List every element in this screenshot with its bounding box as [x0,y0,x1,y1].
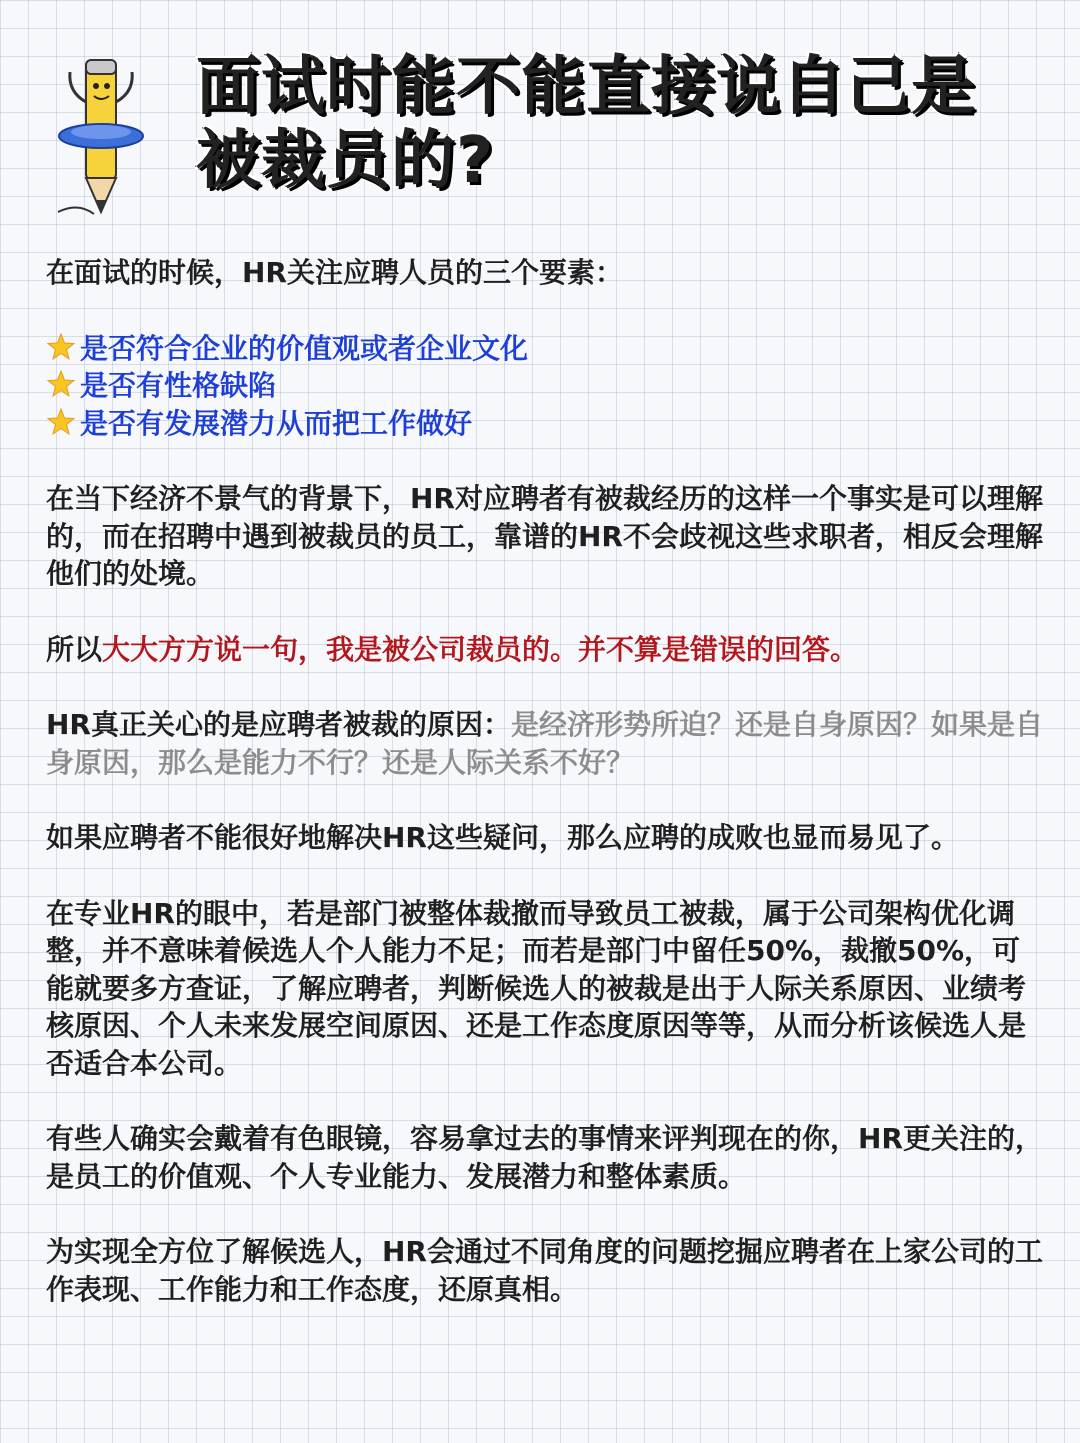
bullet-text: 是否符合企业的价值观或者企业文化 [80,331,529,365]
title-line-1: 面试时能不能直接说自己是 [196,50,976,124]
paragraph-3-faded: 是经济形势所迫？还是自身原因？如果是自身原因，那么是能力不行？还是人际关系不好？ [46,708,1044,779]
paragraph-2 [46,631,1046,669]
list-item [46,405,1046,443]
intro-text: 在面试的时候，HR关注应聘人员的三个要素： [46,256,623,289]
paragraph-7: 为实现全方位了解候选人，HR会通过不同角度的问题挖掘应聘者在上家公司的工作表现、工作能力和工作态度，还原真相。 [46,1235,1043,1306]
paragraph-2-highlight: 大大方方说一句，我是被公司裁员的。并不算是错误的回答。 [102,632,859,666]
star-icon [46,369,76,399]
star-icon [46,332,76,362]
bullet-text: 是否有发展潜力从而把工作做好 [80,406,473,440]
paragraph-3-main: HR真正关心的是应聘者被裁的原因： [46,708,511,741]
pencil-mascot-icon [48,52,158,222]
paragraph-1: 在当下经济不景气的背景下，HR对应聘者有被裁经历的这样一个事实是可以理解的，而在招聘中遇到被裁员的员工，靠谱的HR不会歧视这些求职者，相反会理解他们的处境。 [46,482,1043,590]
list-item [46,330,1046,368]
paragraph-6: 有些人确实会戴着有色眼镜，容易拿过去的事情来评判现在的你，HR更关注的，是员工的价值观、个人专业能力、发展潜力和整体素质。 [46,1122,1043,1193]
bullet-text: 是否有性格缺陷 [80,369,277,402]
bullet-list [46,330,1046,443]
paragraph-3 [46,706,1046,781]
title-line-2: 被裁员的? [196,124,495,198]
list-item [46,367,1046,405]
star-icon [46,407,76,437]
page-title [196,50,1056,198]
article-body [46,254,1046,1308]
paragraph-5: 在专业HR的眼中，若是部门被整体裁撤而导致员工被裁，属于公司架构优化调整，并不意味着候选人个人能力不足；而若是部门中留任50%，裁撤50%，可能就要多方查证，了解应聘者，判断候选人的被裁是出于人际关系原因、业绩考核原因、个人未来发展空间原因、还是工作态度原因等等，从而分析该候选人是否适合本公司。 [46,896,1027,1080]
paragraph-4: 如果应聘者不能很好地解决HR这些疑问，那么应聘的成败也显而易见了。 [46,821,959,854]
paragraph-2-prefix: 所以 [46,632,103,666]
